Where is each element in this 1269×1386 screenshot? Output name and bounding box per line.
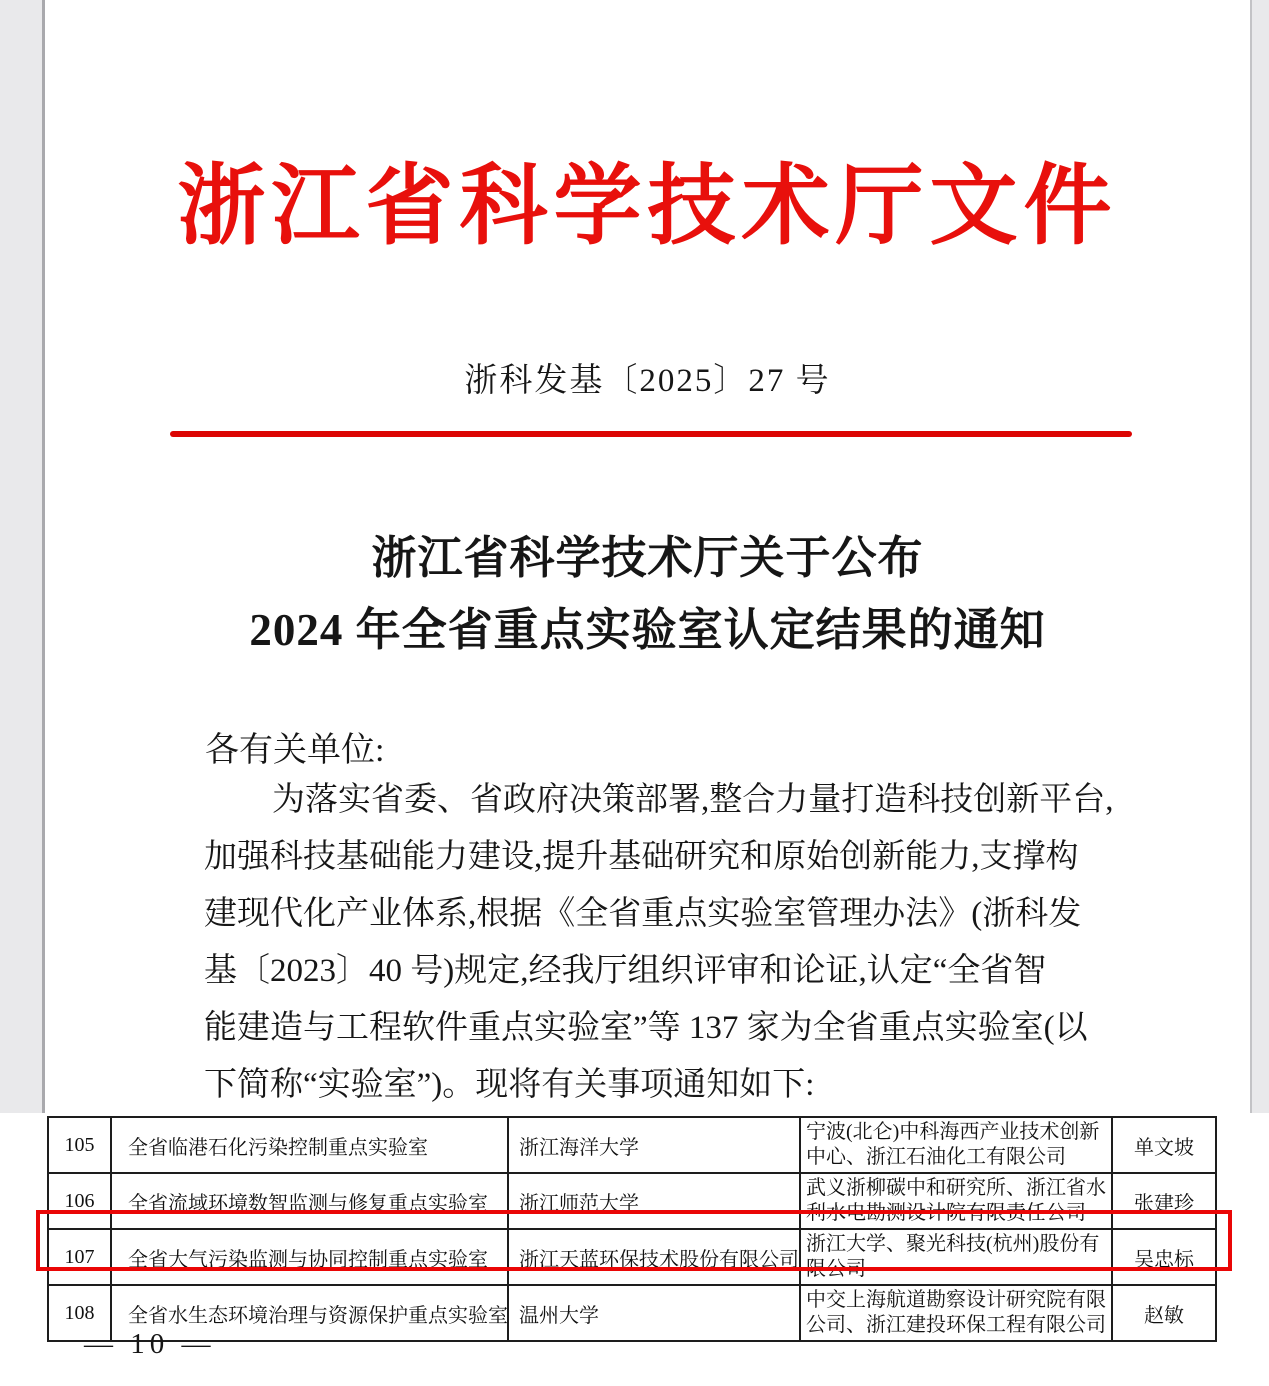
table-row <box>48 1173 1216 1229</box>
row-number: 105 <box>48 1117 111 1173</box>
host-institution: 浙江海洋大学 <box>508 1117 800 1173</box>
row-number: 108 <box>48 1285 111 1341</box>
row-number: 107 <box>48 1229 111 1285</box>
body-line: 建现代化产业体系,根据《全省重点实验室管理办法》(浙科发 <box>204 896 1082 932</box>
partner-institutions: 武义浙柳碳中和研究所、浙江省水利水电勘测设计院有限责任公司 <box>800 1173 1112 1229</box>
body-line: 下简称“实验室”)。现将有关事项通知如下: <box>204 1067 815 1103</box>
host-institution: 浙江师范大学 <box>508 1173 800 1229</box>
lab-director: 赵敏 <box>1112 1285 1216 1341</box>
host-institution: 温州大学 <box>508 1285 800 1341</box>
table-row-highlighted <box>48 1229 1216 1285</box>
lab-director: 张建珍 <box>1112 1173 1216 1229</box>
lab-director: 吴忠标 <box>1112 1229 1216 1285</box>
notice-title-line1: 浙江省科学技术厅关于公布 <box>371 533 924 583</box>
body-line: 能建造与工程软件重点实验室”等 137 家为全省重点实验室(以 <box>204 1010 1088 1046</box>
body-line: 为落实省委、省政府决策部署,整合力量打造科技创新平台, <box>272 782 1114 818</box>
body-line: 加强科技基础能力建设,提升基础研究和原始创新能力,支撑构 <box>204 839 1079 875</box>
page-number: — 10 — <box>84 1328 216 1360</box>
row-number: 106 <box>48 1173 111 1229</box>
lab-name: 全省水生态环境治理与资源保护重点实验室 <box>111 1285 508 1341</box>
partner-institutions: 浙江大学、聚光科技(杭州)股份有限公司 <box>800 1229 1112 1285</box>
key-laboratories-table <box>47 1116 1217 1342</box>
partner-institutions: 中交上海航道勘察设计研究院有限公司、浙江建投环保工程有限公司 <box>800 1285 1112 1341</box>
scan-margin-right <box>1250 0 1269 1113</box>
host-institution: 浙江天蓝环保技术股份有限公司 <box>508 1229 800 1285</box>
notice-title <box>45 522 1250 666</box>
lab-name: 全省流域环境数智监测与修复重点实验室 <box>111 1173 508 1229</box>
lab-director: 单文坡 <box>1112 1117 1216 1173</box>
lab-name: 全省大气污染监测与协同控制重点实验室 <box>111 1229 508 1285</box>
body-line: 基〔2023〕40 号)规定,经我厅组织评审和论证,认定“全省智 <box>204 953 1047 989</box>
scan-margin-left <box>0 0 45 1113</box>
document-number: 浙科发基〔2025〕27 号 <box>464 363 831 399</box>
partner-institutions: 宁波(北仑)中科海西产业技术创新中心、浙江石油化工有限公司 <box>800 1117 1112 1173</box>
letterhead-title: 浙江省科学技术厅文件 <box>177 159 1118 256</box>
lab-name: 全省临港石化污染控制重点实验室 <box>111 1117 508 1173</box>
salutation: 各有关单位: <box>205 732 385 769</box>
table-row <box>48 1285 1216 1341</box>
body-paragraph <box>204 772 1134 1114</box>
red-divider-line <box>170 431 1132 437</box>
table-row <box>48 1117 1216 1173</box>
notice-title-line2: 2024 年全省重点实验室认定结果的通知 <box>249 605 1046 655</box>
